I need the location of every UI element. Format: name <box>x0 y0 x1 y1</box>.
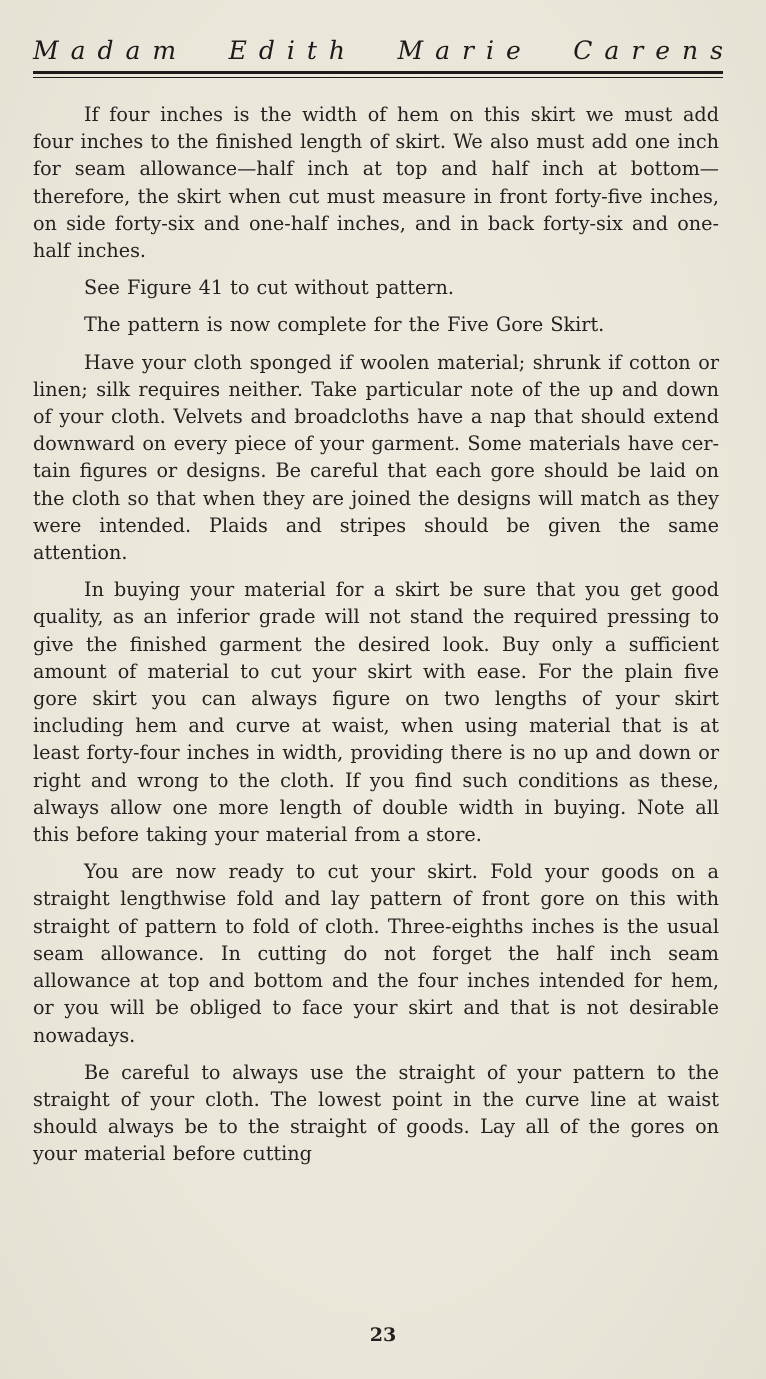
body-text <box>33 101 719 1178</box>
paragraph: Have your cloth sponged if woolen material; shrunk if cotton or linen; silk requires neither. Take particular note of the up and down of your cloth. Velvets and broadcloths have a nap that should extend downward on every piece of your garment. Some materials have certain figures or designs. Be careful that each gore should be laid on the cloth so that when they are joined the designs will match as they were intended. Plaids and stripes should be given the same attention. <box>33 350 719 565</box>
running-head-word: Edith <box>228 36 358 65</box>
page-number: 23 <box>369 1324 397 1346</box>
running-head-word: Marie <box>397 36 533 65</box>
paragraph: If four inches is the width of hem on this skirt we must add four inches to the finished length of skirt. We also must add one inch for seam allowance—half inch at top and half inch at bottom—therefore, the skirt when cut must measure in front forty-five inches, on side forty-six and one-half inches, and in back forty-six and one-half inches. <box>33 103 719 263</box>
running-head-word: Carens <box>573 36 735 65</box>
paragraph: See Figure 41 to cut without pattern. <box>84 276 454 300</box>
paragraph: The pattern is now complete for the Five Gore Skirt. <box>84 313 605 337</box>
paragraph: You are now ready to cut your skirt. Fold your goods on a straight lengthwise fold and lay pattern of front gore on this with straight of pattern to fold of cloth. Three-eighths inches is the usual seam allowance. In cutting do not forget the half inch seam allowance at top and bottom and the four inches intended for hem, or you will be obliged to face your skirt and that is not desirable nowadays. <box>33 860 719 1047</box>
paragraph: In buying your material for a skirt be sure that you get good quality, as an inferior grade will not stand the required pressing to give the finished garment the desired look. Buy only a sufficient amount of material to cut your skirt with ease. For the plain five gore skirt you can always figure on two lengths of your skirt including hem and curve at waist, when using material that is at least forty-four inches in width, providing there is no up and down or right and wrong to the cloth. If you find such conditions as these, always allow one more length of double width in buying. Note all this before taking your material from a store. <box>33 578 719 847</box>
header-rule-thin <box>33 77 723 78</box>
running-head-title <box>33 36 735 66</box>
header-rule-thick <box>33 71 723 74</box>
running-head-word: Madam <box>33 36 189 65</box>
paragraph: Be careful to always use the straight of your pattern to the straight of your cloth. The lowest point in the curve line at waist should always be to the straight of goods. Lay all of the gores on your material before cutting <box>33 1060 719 1166</box>
running-head <box>33 36 735 72</box>
